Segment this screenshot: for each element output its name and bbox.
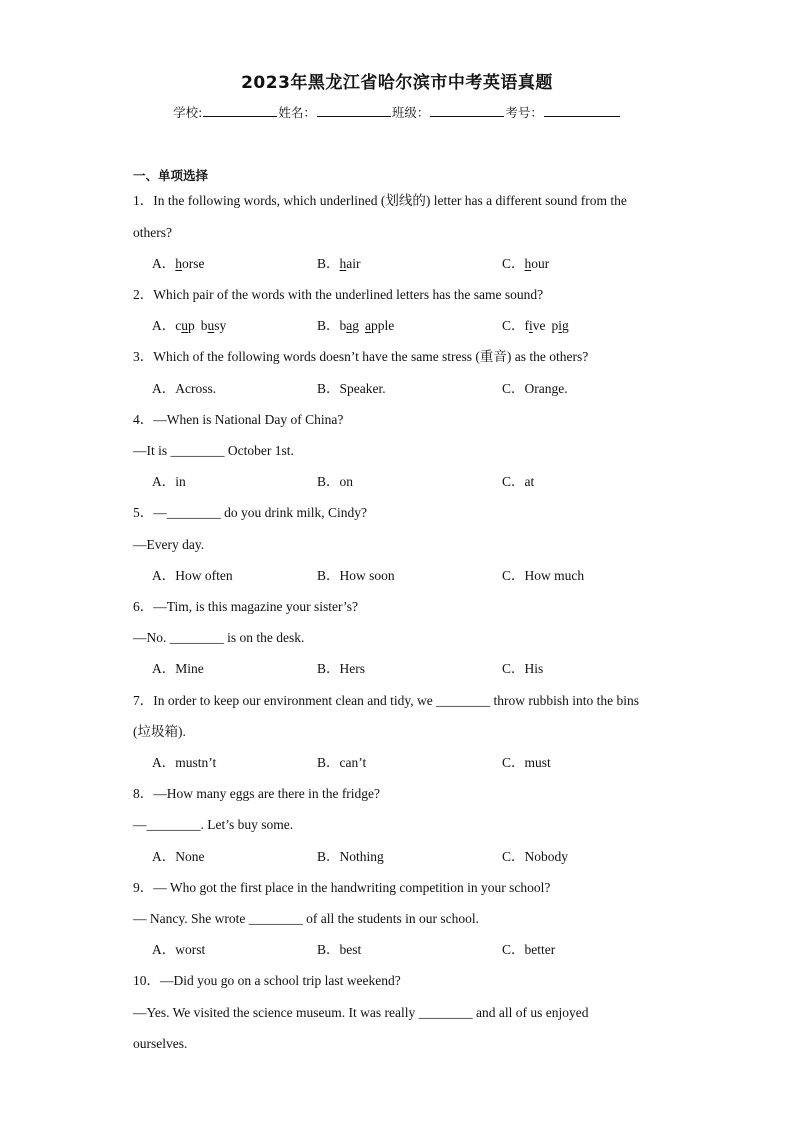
word-part: b [200,318,208,333]
q2-option-b[interactable] [317,318,394,334]
class-label: 班级： [391,105,430,120]
question-2-text: 2．Which pair of the words with the underlined letters has the same sound? [133,287,544,302]
option-label: B． [317,318,340,333]
word-part: pple [371,318,395,333]
q5-option-a[interactable]: A．How often [152,568,233,583]
underlined-letter: i [558,318,563,333]
q3-option-c[interactable]: C．Orange. [502,381,568,396]
q6-option-a[interactable]: A．Mine [152,661,204,676]
word-part: g [352,318,360,333]
name-label: 姓名： [278,105,316,120]
option-word-rest: orse [182,256,205,271]
q4-option-c[interactable]: C．at [502,474,535,489]
page-title: 2023年黑龙江省哈尔滨市中考英语真题 [241,73,553,93]
q2-option-c[interactable] [502,318,569,334]
underlined-letter: a [346,318,353,333]
word-part: f [524,318,530,333]
question-7-text: 7．In order to keep our environment clean and tidy, we ________ throw rubbish into the bins [133,693,640,708]
option-label: A． [152,256,176,271]
option-word-rest: our [531,256,550,271]
question-8-text: 8．—How many eggs are there in the fridge? [133,786,381,801]
underlined-letter: h [524,256,532,271]
underlined-letter: i [529,318,533,333]
underlined-letter: u [207,318,215,333]
option-label: C． [502,318,525,333]
q5-option-c[interactable]: C．How much [502,568,585,583]
school-label: 学校: [173,105,203,120]
q6-option-b[interactable]: B．Hers [317,661,365,676]
class-blank[interactable] [430,103,504,117]
q8-option-c[interactable]: C．Nobody [502,849,569,864]
underlined-letter: u [181,318,188,333]
question-5-text-cont: —Every day. [133,537,205,552]
q7-option-a[interactable]: A．mustn’t [152,755,217,770]
word-part: ve [532,318,546,333]
underlined-letter: a [365,318,372,333]
question-5-text: 5．—________ do you drink milk, Cindy? [133,505,367,520]
underlined-letter: h [175,256,182,271]
word-part: p [551,318,559,333]
q4-option-a[interactable]: A．in [152,474,186,489]
question-9-text-cont: — Nancy. She wrote ________ of all the students in our school. [133,911,479,926]
section-heading: 一、单项选择 [133,168,209,183]
q1-option-b[interactable] [317,256,361,272]
q9-option-b[interactable]: B．best [317,942,362,957]
question-4-text-cont: —It is ________ October 1st. [133,443,294,458]
word-part: p [188,318,195,333]
q7-option-c[interactable]: C．must [502,755,551,770]
question-10-text: 10．—Did you go on a school trip last weekend? [133,973,401,988]
student-info-line [0,103,794,121]
q8-option-b[interactable]: B．Nothing [317,849,384,864]
q1-option-c[interactable] [502,256,549,272]
underlined-letter: h [339,256,347,271]
q3-option-a[interactable]: A．Across. [152,381,217,396]
question-9-text: 9．— Who got the first place in the handwriting competition in your school? [133,880,551,895]
q6-option-c[interactable]: C．His [502,661,544,676]
option-label: A． [152,318,176,333]
question-7-text-cont: (垃圾箱). [133,724,186,739]
question-8-text-cont: —________. Let’s buy some. [133,817,294,832]
question-1-text-cont: others? [133,225,172,240]
q5-option-b[interactable]: B．How soon [317,568,395,583]
word-part: b [339,318,347,333]
question-10-text-cont2: ourselves. [133,1036,188,1051]
q3-option-b[interactable]: B．Speaker. [317,381,386,396]
question-4-text: 4．—When is National Day of China? [133,412,344,427]
question-10-text-cont: —Yes. We visited the science museum. It was really ________ and all of us enjoyed [133,1005,589,1020]
number-blank[interactable] [544,103,620,117]
option-label: B． [317,256,340,271]
word-part: sy [214,318,227,333]
q8-option-a[interactable]: A．None [152,849,205,864]
question-6-text: 6．—Tim, is this magazine your sister’s? [133,599,358,614]
q9-option-c[interactable]: C．better [502,942,556,957]
question-6-text-cont: —No. ________ is on the desk. [133,630,305,645]
school-blank[interactable] [203,103,277,117]
q1-option-a[interactable] [152,256,205,272]
question-3-text: 3．Which of the following words doesn’t have the same stress (重音) as the others? [133,349,589,364]
word-part: g [562,318,569,333]
q2-option-a[interactable] [152,318,226,334]
q4-option-b[interactable]: B．on [317,474,354,489]
q9-option-a[interactable]: A．worst [152,942,206,957]
question-1-text: 1．In the following words, which underlined (划线的) letter has a different sound from the [133,193,627,208]
word-part: c [175,318,182,333]
q7-option-b[interactable]: B．can’t [317,755,367,770]
option-label: C． [502,256,525,271]
number-label: 考号： [505,105,543,120]
name-blank[interactable] [317,103,391,117]
option-word-rest: air [346,256,361,271]
